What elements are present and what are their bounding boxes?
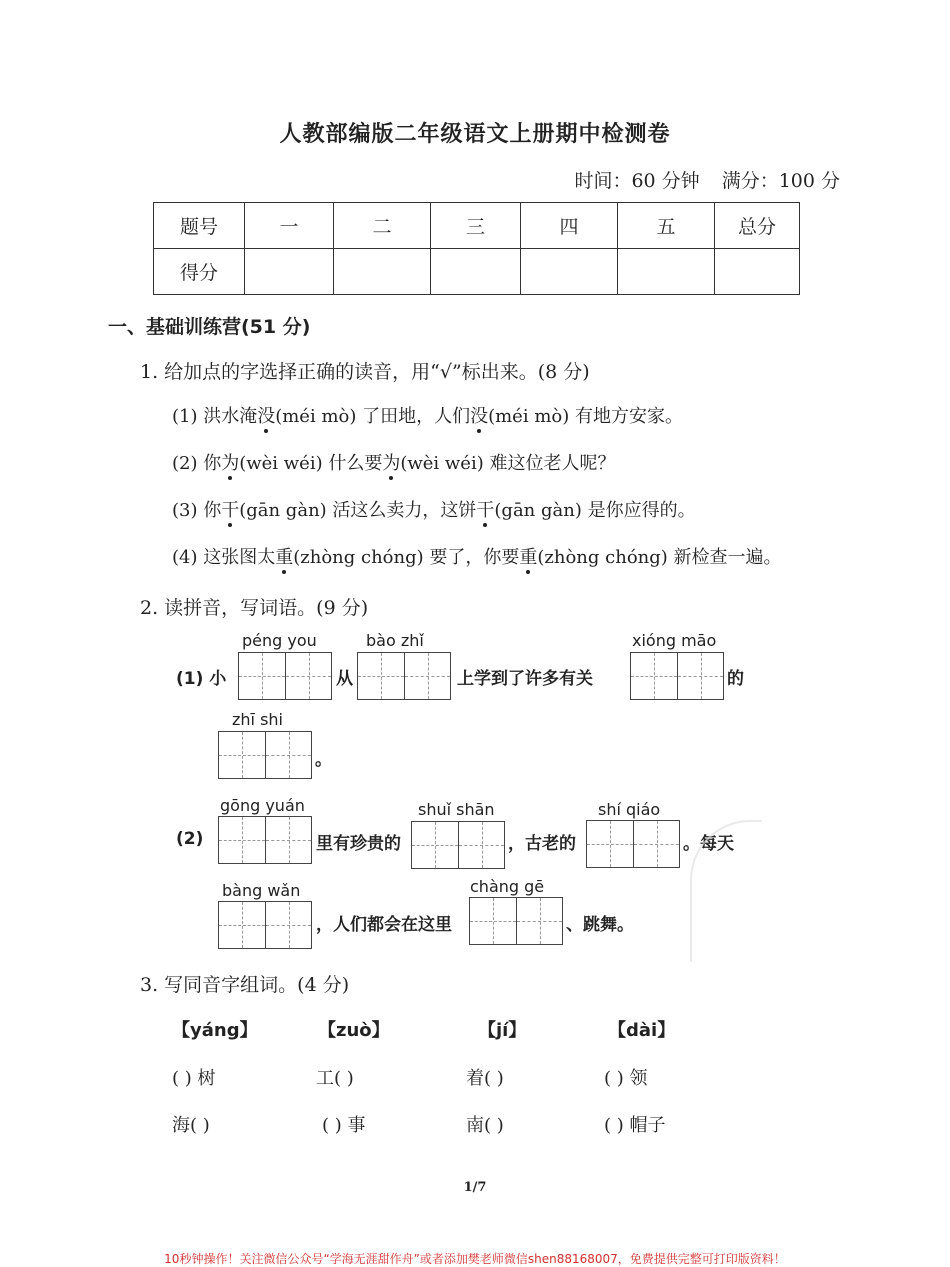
dotted-char: 为 [382, 453, 401, 474]
score-blank[interactable] [715, 249, 800, 295]
grid-cell[interactable] [677, 653, 723, 699]
writing-grid[interactable] [218, 901, 312, 949]
pinyin: bàng wǎn [222, 881, 301, 900]
q2-text: 。 [315, 750, 332, 770]
dotted-char: 没 [257, 406, 276, 427]
dotted-char: 为 [221, 453, 240, 474]
word-blank[interactable]: 着( ) [466, 1068, 504, 1089]
word-blank[interactable]: ( ) 领 [604, 1068, 648, 1089]
score-cell: 一 [245, 203, 334, 249]
q2-text: (2) [176, 829, 204, 849]
score-cell: 题号 [154, 203, 245, 249]
pinyin: shí qiáo [598, 800, 661, 819]
writing-grid[interactable] [630, 652, 724, 700]
pinyin: bào zhǐ [366, 631, 424, 650]
q2-text: 从 [336, 669, 353, 689]
grid-cell[interactable] [265, 732, 311, 778]
pinyin: xióng māo [632, 631, 717, 650]
score-blank[interactable] [245, 249, 334, 295]
q1-item-text: (1) 洪水淹 [172, 406, 258, 427]
word-blank[interactable]: 工( ) [316, 1068, 354, 1089]
footer-note: 10秒钟操作！关注微信公众号“学海无涯甜作舟”或者添加樊老师微信shen88168007，免费提供完整可打印版资料！ [164, 1252, 786, 1266]
q1-item [172, 402, 683, 428]
grid-cell[interactable] [285, 653, 331, 699]
score-cell: 四 [521, 203, 618, 249]
score-blank[interactable] [431, 249, 521, 295]
grid-cell[interactable] [587, 821, 633, 867]
writing-grid[interactable] [357, 652, 451, 700]
writing-grid[interactable] [218, 731, 312, 779]
question-1-title: 1. 给加点的字选择正确的读音，用“√”标出来。(8 分) [140, 361, 590, 383]
pinyin-heading: 【jí】 [478, 1020, 527, 1041]
pinyin: chàng gē [470, 877, 545, 896]
pinyin: zhī shi [232, 710, 283, 729]
pinyin-heading: 【dài】 [608, 1020, 676, 1041]
dotted-char: 重 [519, 547, 538, 568]
q1-item [172, 449, 615, 475]
grid-cell[interactable] [516, 898, 562, 944]
score-cell: 五 [618, 203, 715, 249]
q1-item-text: (méi mò) 有地方安家。 [488, 406, 683, 427]
grid-cell[interactable] [470, 898, 516, 944]
pinyin-heading: 【yáng】 [172, 1020, 258, 1041]
writing-grid[interactable] [586, 820, 680, 868]
q1-item-text: (2) 你 [172, 453, 222, 474]
pinyin: péng you [242, 631, 317, 650]
writing-grid[interactable] [238, 652, 332, 700]
page-title: 人教部编版二年级语文上册期中检测卷 [279, 122, 671, 147]
grid-cell[interactable] [404, 653, 450, 699]
writing-grid[interactable] [411, 821, 505, 869]
grid-cell[interactable] [265, 902, 311, 948]
q1-item [172, 543, 782, 569]
dotted-char: 没 [470, 406, 489, 427]
q2-text: ，人们都会在这里 [316, 915, 452, 935]
grid-cell[interactable] [219, 817, 265, 863]
exam-meta [574, 166, 840, 193]
word-blank[interactable]: ( ) 事 [322, 1115, 366, 1136]
grid-cell[interactable] [219, 732, 265, 778]
pinyin: shuǐ shān [418, 800, 495, 819]
q1-item-text: (wèi wéi) 什么要 [239, 453, 383, 474]
dotted-char: 干 [221, 500, 240, 521]
q1-item-text: (gān gàn) 是你应得的。 [494, 500, 696, 521]
q2-text: (1) 小 [176, 669, 227, 689]
score-cell: 总分 [715, 203, 800, 249]
grid-cell[interactable] [631, 653, 677, 699]
grid-cell[interactable] [219, 902, 265, 948]
score-table [153, 202, 800, 295]
q1-item-text: (wèi wéi) 难这位老人呢？ [400, 453, 616, 474]
grid-cell[interactable] [358, 653, 404, 699]
grid-cell[interactable] [239, 653, 285, 699]
pinyin: gōng yuán [220, 796, 305, 815]
q1-item-text: (zhòng chóng) 新检查一遍。 [537, 547, 782, 568]
q2-text: 里有珍贵的 [316, 834, 401, 854]
q2-text: 、跳舞。 [566, 915, 634, 935]
score-blank[interactable] [334, 249, 431, 295]
section-heading: 一、基础训练营(51 分) [108, 316, 311, 338]
q1-item-text: (gān gàn) 活这么卖力，这饼 [239, 500, 477, 521]
q2-text: 的 [727, 669, 744, 689]
q2-text: ，古老的 [508, 834, 576, 854]
score-cell: 二 [334, 203, 431, 249]
full-score: 满分：100 分 [721, 170, 840, 192]
grid-cell[interactable] [633, 821, 679, 867]
writing-grid[interactable] [218, 816, 312, 864]
q1-item-text: (3) 你 [172, 500, 222, 521]
word-blank[interactable]: 南( ) [466, 1115, 504, 1136]
grid-cell[interactable] [458, 822, 504, 868]
pinyin-heading: 【zuò】 [318, 1020, 390, 1041]
q1-item [172, 496, 696, 522]
grid-cell[interactable] [265, 817, 311, 863]
word-blank[interactable]: 海( ) [172, 1115, 210, 1136]
q1-item-text: (4) 这张图太 [172, 547, 276, 568]
dotted-char: 重 [275, 547, 294, 568]
score-blank[interactable] [521, 249, 618, 295]
page-number: 1/7 [463, 1180, 487, 1195]
score-cell: 三 [431, 203, 521, 249]
writing-grid[interactable] [469, 897, 563, 945]
dotted-char: 干 [476, 500, 495, 521]
q2-text: 。每天 [683, 834, 734, 854]
score-table-score-row [154, 249, 800, 295]
word-blank[interactable]: ( ) 树 [172, 1068, 216, 1089]
question-3-title: 3. 写同音字组词。(4 分) [140, 974, 350, 996]
question-2-title: 2. 读拼音，写词语。(9 分) [140, 597, 369, 619]
word-blank[interactable]: ( ) 帽子 [604, 1115, 666, 1136]
score-blank[interactable] [618, 249, 715, 295]
score-cell: 得分 [154, 249, 245, 295]
q1-item-text: (zhòng chóng) 要了，你要 [293, 547, 520, 568]
q1-item-text: (méi mò) 了田地，人们 [275, 406, 471, 427]
time-limit: 时间：60 分钟 [574, 170, 700, 192]
q2-text: 上学到了许多有关 [457, 669, 593, 689]
score-table-header-row [154, 203, 800, 249]
grid-cell[interactable] [412, 822, 458, 868]
